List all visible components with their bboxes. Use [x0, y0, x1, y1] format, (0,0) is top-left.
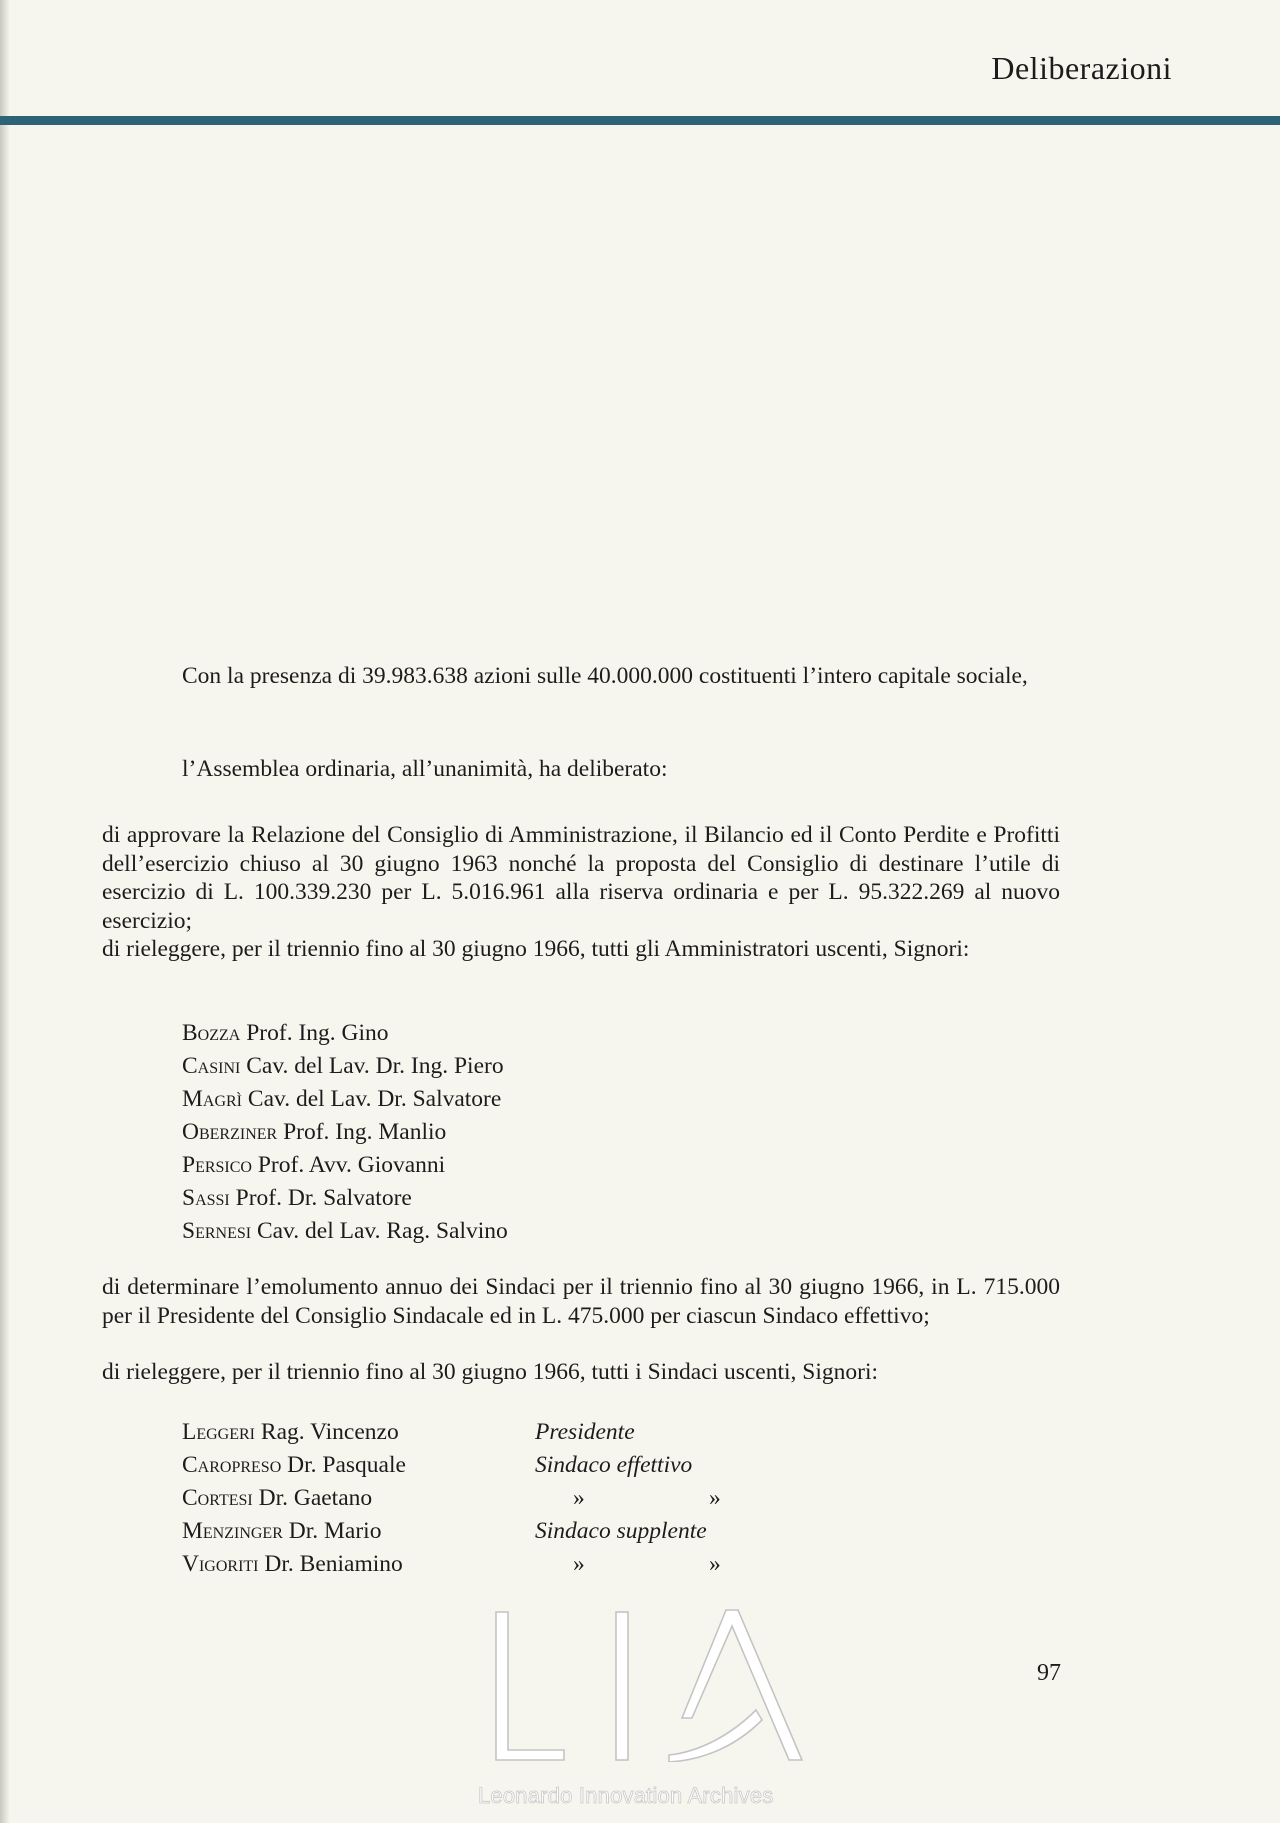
- running-head: Deliberazioni: [991, 50, 1172, 86]
- auditor-role-ditto: » »: [573, 1485, 721, 1511]
- logo-letter-i: [616, 1612, 628, 1760]
- resolution-reelect-auditors-paragraph: di rieleggere, per il triennio fino al 30 giugno 1966, tutti i Sindaci uscenti, Signori:: [102, 1359, 879, 1385]
- auditor-row: [182, 1482, 807, 1515]
- director-row: [182, 1050, 508, 1083]
- auditor-title: Dr. Gaetano: [258, 1485, 373, 1511]
- auditor-role: Sindaco supplente: [535, 1518, 707, 1544]
- auditor-title: Dr. Beniamino: [264, 1551, 403, 1577]
- auditor-title: Dr. Pasquale: [287, 1452, 406, 1478]
- auditor-role: Presidente: [535, 1419, 635, 1445]
- lia-watermark-logo: [468, 1606, 808, 1762]
- director-surname: Bozza: [182, 1020, 241, 1046]
- logo-letter-l: [496, 1612, 564, 1760]
- director-title: Cav. del Lav. Rag. Salvino: [256, 1218, 508, 1244]
- director-surname: Casini: [182, 1053, 241, 1079]
- auditor-row: [182, 1548, 807, 1581]
- director-row: [182, 1149, 508, 1182]
- director-title: Prof. Ing. Gino: [246, 1020, 389, 1046]
- auditor-title: Rag. Vincenzo: [260, 1419, 399, 1445]
- director-row: [182, 1116, 508, 1149]
- director-surname: Sernesi: [182, 1218, 252, 1244]
- director-surname: Sassi: [182, 1185, 230, 1211]
- resolution-emolument-paragraph: di determinare l’emolumento annuo dei Sindaci per il triennio fino al 30 giugno 1966, in L. 715.000 per il Presidente del Consiglio Sindacale ed in L. 475.000 per ciascun Sindaco effettivo;: [102, 1274, 1060, 1329]
- auditor-surname: Caropreso: [182, 1452, 282, 1478]
- auditor-surname: Vigoriti: [182, 1551, 259, 1577]
- director-title: Cav. del Lav. Dr. Ing. Piero: [246, 1053, 504, 1079]
- auditor-surname: Leggeri: [182, 1419, 256, 1445]
- intro-paragraph: Con la presenza di 39.983.638 azioni sulle 40.000.000 costituenti l’intero capitale sociale,: [182, 663, 1028, 689]
- director-row: [182, 1017, 508, 1050]
- auditor-row: [182, 1449, 807, 1482]
- auditor-role-ditto: » »: [573, 1551, 721, 1577]
- director-title: Cav. del Lav. Dr. Salvatore: [247, 1086, 502, 1112]
- auditor-surname: Menzinger: [182, 1518, 283, 1544]
- resolution-reelect-directors-paragraph: di rieleggere, per il triennio fino al 30 giugno 1966, tutti gli Amministratori uscenti, Signori:: [102, 936, 970, 962]
- auditor-row: [182, 1515, 807, 1548]
- auditor-role: Sindaco effettivo: [535, 1452, 693, 1478]
- director-row: [182, 1083, 508, 1116]
- directors-list: [182, 1017, 508, 1248]
- director-row: [182, 1215, 508, 1248]
- director-title: Prof. Avv. Giovanni: [257, 1152, 446, 1178]
- header-rule: [0, 116, 1280, 125]
- auditor-title: Dr. Mario: [288, 1518, 382, 1544]
- director-row: [182, 1182, 508, 1215]
- auditors-list: [182, 1416, 807, 1581]
- auditor-surname: Cortesi: [182, 1485, 253, 1511]
- auditor-row: [182, 1416, 807, 1449]
- page-edge-shadow: [0, 0, 10, 1823]
- director-title: Prof. Dr. Salvatore: [235, 1185, 412, 1211]
- watermark-caption: Leonardo Innovation Archives: [478, 1783, 774, 1808]
- resolution-approve-paragraph: di approvare la Relazione del Consiglio di Amministrazione, il Bilancio ed il Conto Perdite e Profitti dell’esercizio chiuso al 30 giugno 1963 nonché la proposta del Consiglio di destinare l’utile di esercizio di L. 100.339.230 per L. 5.016.961 alla riserva ordinaria e per L. 95.322.269 al nuovo esercizio;: [102, 822, 1060, 934]
- assembly-paragraph: l’Assemblea ordinaria, all’unanimità, ha deliberato:: [182, 756, 668, 782]
- director-surname: Magrì: [182, 1086, 243, 1112]
- director-title: Prof. Ing. Manlio: [283, 1119, 447, 1145]
- director-surname: Persico: [182, 1152, 252, 1178]
- director-surname: Oberziner: [182, 1119, 278, 1145]
- page-number: 97: [1037, 1660, 1061, 1686]
